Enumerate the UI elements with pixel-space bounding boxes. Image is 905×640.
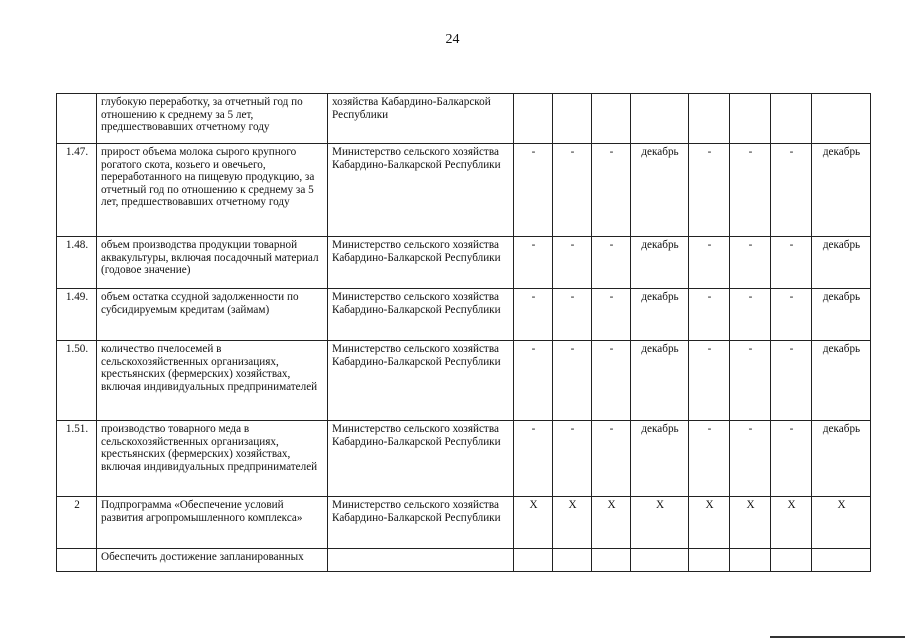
schedule-cell: X [689,497,730,549]
schedule-cell [689,549,730,572]
row-number: 2 [57,497,97,549]
schedule-cell: - [592,289,631,341]
schedule-cell: - [553,144,592,237]
schedule-cell: - [592,341,631,421]
schedule-cell: - [553,237,592,289]
row-number [57,549,97,572]
schedule-cell [631,94,689,144]
schedule-cell: декабрь [812,237,871,289]
schedule-cell: X [730,497,771,549]
measure-name: объем производства продукции товарной аквакультуры, включая посадочный материал (годовое значение) [97,237,328,289]
responsible-party: Министерство сельского хозяйства Кабардино-Балкарской Республики [328,497,514,549]
measure-name: глубокую переработку, за отчетный год по отношению к среднему за 5 лет, предшествовавших отчетному году [97,94,328,144]
schedule-cell [771,94,812,144]
responsible-party: хозяйства Кабардино-Балкарской Республики [328,94,514,144]
table-row [57,289,871,341]
schedule-cell: - [689,237,730,289]
measure-name: производство товарного меда в сельскохозяйственных организациях, крестьянских (фермерских) хозяйствах, включая индивидуальных предпринимателей [97,421,328,497]
schedule-cell: декабрь [631,237,689,289]
responsible-party: Министерство сельского хозяйства Кабардино-Балкарской Республики [328,237,514,289]
responsible-party: Министерство сельского хозяйства Кабардино-Балкарской Республики [328,289,514,341]
row-number [57,94,97,144]
schedule-cell [812,94,871,144]
schedule-cell: X [771,497,812,549]
schedule-cell [553,94,592,144]
measure-name: Обеспечить достижение запланированных [97,549,328,572]
schedule-cell: декабрь [631,289,689,341]
schedule-cell: - [553,421,592,497]
schedule-cell: X [631,497,689,549]
responsible-party: Министерство сельского хозяйства Кабардино-Балкарской Республики [328,421,514,497]
plan-table [56,93,871,572]
schedule-cell: - [689,144,730,237]
schedule-cell: - [771,237,812,289]
schedule-cell: декабрь [812,144,871,237]
schedule-cell: - [771,144,812,237]
schedule-cell: - [730,144,771,237]
schedule-cell: - [771,421,812,497]
table-row [57,341,871,421]
schedule-cell: декабрь [812,341,871,421]
schedule-cell: - [689,289,730,341]
row-number: 1.48. [57,237,97,289]
schedule-cell: X [514,497,553,549]
responsible-party: Министерство сельского хозяйства Кабардино-Балкарской Республики [328,144,514,237]
schedule-cell: - [730,341,771,421]
schedule-cell: X [812,497,871,549]
measure-name: прирост объема молока сырого крупного рогатого скота, козьего и овечьего, переработанного на пищевую продукцию, за отчетный год по отношению к среднему за 5 лет, предшествовавших отчетному году [97,144,328,237]
table-row [57,144,871,237]
schedule-cell: - [689,421,730,497]
row-number: 1.50. [57,341,97,421]
schedule-cell: X [553,497,592,549]
schedule-cell [771,549,812,572]
schedule-cell: декабрь [631,341,689,421]
schedule-cell: декабрь [812,421,871,497]
schedule-cell: X [592,497,631,549]
row-number: 1.51. [57,421,97,497]
schedule-cell: - [771,341,812,421]
page-number: 24 [445,32,460,47]
schedule-cell: - [730,421,771,497]
responsible-party [328,549,514,572]
schedule-cell [631,549,689,572]
schedule-cell: - [730,237,771,289]
table-row [57,549,871,572]
responsible-party: Министерство сельского хозяйства Кабардино-Балкарской Республики [328,341,514,421]
schedule-cell: - [553,341,592,421]
table-row [57,237,871,289]
table-row [57,497,871,549]
schedule-cell: - [592,144,631,237]
table-row [57,94,871,144]
page-edge-line [770,636,905,638]
schedule-cell [592,549,631,572]
schedule-cell: - [771,289,812,341]
schedule-cell [812,549,871,572]
schedule-cell: декабрь [631,421,689,497]
schedule-cell: - [514,341,553,421]
schedule-cell [514,94,553,144]
schedule-cell: - [514,144,553,237]
schedule-cell [553,549,592,572]
schedule-cell: - [592,421,631,497]
schedule-cell: - [730,289,771,341]
schedule-cell [730,549,771,572]
schedule-cell: - [514,237,553,289]
schedule-cell: - [592,237,631,289]
schedule-cell [592,94,631,144]
schedule-cell: - [514,421,553,497]
schedule-cell: - [553,289,592,341]
schedule-cell: - [689,341,730,421]
measure-name: Подпрограмма «Обеспечение условий развития агропромышленного комплекса» [97,497,328,549]
schedule-cell [514,549,553,572]
table-row [57,421,871,497]
measure-name: количество пчелосемей в сельскохозяйственных организациях, крестьянских (фермерских) хозяйствах, включая индивидуальных предпринимателей [97,341,328,421]
measure-name: объем остатка ссудной задолженности по субсидируемым кредитам (займам) [97,289,328,341]
schedule-cell: декабрь [812,289,871,341]
schedule-cell: декабрь [631,144,689,237]
schedule-cell: - [514,289,553,341]
row-number: 1.49. [57,289,97,341]
schedule-cell [730,94,771,144]
row-number: 1.47. [57,144,97,237]
schedule-cell [689,94,730,144]
